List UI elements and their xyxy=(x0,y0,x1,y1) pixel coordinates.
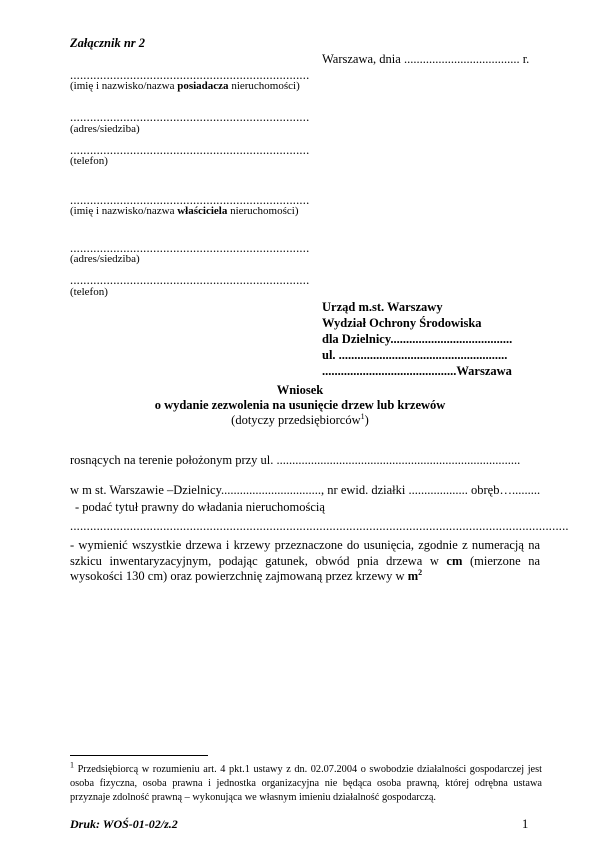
trees-list-instruction xyxy=(70,538,540,585)
recipient-department: Wydział Ochrony Środowiska xyxy=(322,316,482,330)
owner-name-label-bold: właściciela xyxy=(177,205,228,217)
district-plot-line: w m st. Warszawie –Dzielnicy................................, nr ewid. działki ................... obręb…......... xyxy=(70,483,541,497)
applicant-address-fill-line: ........................................................................ xyxy=(70,110,310,124)
recipient-block xyxy=(322,299,512,379)
recipient-office-name: Urząd m.st. Warszawy xyxy=(322,300,443,314)
document-title xyxy=(0,383,600,428)
recipient-street-line: ul. ...................................................... xyxy=(322,348,508,362)
trees-instruction-mid: (mierzone na wysokości 130 cm) oraz powierzchnię zajmowaną przez krzewy w xyxy=(70,553,540,583)
applicant-name-label-bold: posiadacza xyxy=(177,80,229,92)
owner-name-label-pre: (imię i nazwisko/nazwa xyxy=(70,205,178,217)
form-code: Druk: WOŚ-01-02/z.2 xyxy=(70,817,178,831)
owner-name-label xyxy=(70,205,299,217)
footnote-divider xyxy=(70,755,208,756)
page-number: 1 xyxy=(522,817,529,831)
applicant-phone-label: (telefon) xyxy=(70,155,108,167)
owner-name-fill-line: ........................................................................ xyxy=(70,193,310,207)
footnote-body: Przedsiębiorcą w rozumieniu art. 4 pkt.1 ustawy z dn. 02.07.2004 o swobodzie działalności gospodarczej jest osoba fizyczna, osoba prawna i jednostka organizacyjna nie będąca osoba prawną, której odrębna ustawa przyznaje zdolność prawną – wykonująca we własnym imieniu działalność gospodarczą. xyxy=(70,764,542,803)
owner-name-label-post: nieruchomości) xyxy=(227,205,299,217)
unit-m2 xyxy=(408,569,422,583)
unit-cm: cm xyxy=(446,553,463,568)
applicant-name-label-post: nieruchomości) xyxy=(228,80,300,92)
applicant-name-fill-line: ........................................................................ xyxy=(70,68,310,82)
footnote-marker: 1 xyxy=(70,760,74,770)
trees-instruction-pre: - wymienić wszystkie drzewa i krzewy przeznaczone do usunięcia, zgodnie z numeracją na szkicu inwentaryzacyjnym, podając gatunek, obwód pnia drzewa w xyxy=(70,538,540,568)
owner-phone-label: (telefon) xyxy=(70,286,108,298)
owner-address-label: (adres/siedziba) xyxy=(70,253,140,265)
title-note-footnote-ref: 1 xyxy=(360,411,365,421)
recipient-city-line: ...........................................Warszawa xyxy=(322,364,512,378)
recipient-district-line: dla Dzielnicy....................................... xyxy=(322,332,513,346)
title-line2: o wydanie zezwolenia na usunięcie drzew lub krzewów xyxy=(154,398,446,412)
footnote-text xyxy=(70,760,542,805)
unit-m2-sup: 2 xyxy=(418,567,423,577)
attachment-label: Załącznik nr 2 xyxy=(70,36,146,50)
title-note-pre: (dotyczy przedsiębiorców xyxy=(231,413,361,427)
legal-title-instruction: - podać tytuł prawny do władania nieruchomością xyxy=(75,500,325,514)
city-date-line: Warszawa, dnia ..................................... r. xyxy=(322,52,530,66)
title-note xyxy=(0,413,600,428)
applicant-phone-fill-line: ........................................................................ xyxy=(70,143,310,157)
location-line: rosnących na terenie położonym przy ul. .............................................................................. xyxy=(70,453,521,467)
applicant-name-label xyxy=(70,80,300,92)
applicant-address-label: (adres/siedziba) xyxy=(70,123,140,135)
title-line1: Wniosek xyxy=(276,383,324,397)
owner-address-fill-line: ........................................................................ xyxy=(70,241,310,255)
title-note-post: ) xyxy=(364,413,369,427)
owner-phone-fill-line: ........................................................................ xyxy=(70,273,310,287)
applicant-name-label-pre: (imię i nazwisko/nazwa xyxy=(70,80,178,92)
unit-m: m xyxy=(407,569,419,583)
trees-fill-line: ...................................................................................................................................................... xyxy=(70,519,569,533)
